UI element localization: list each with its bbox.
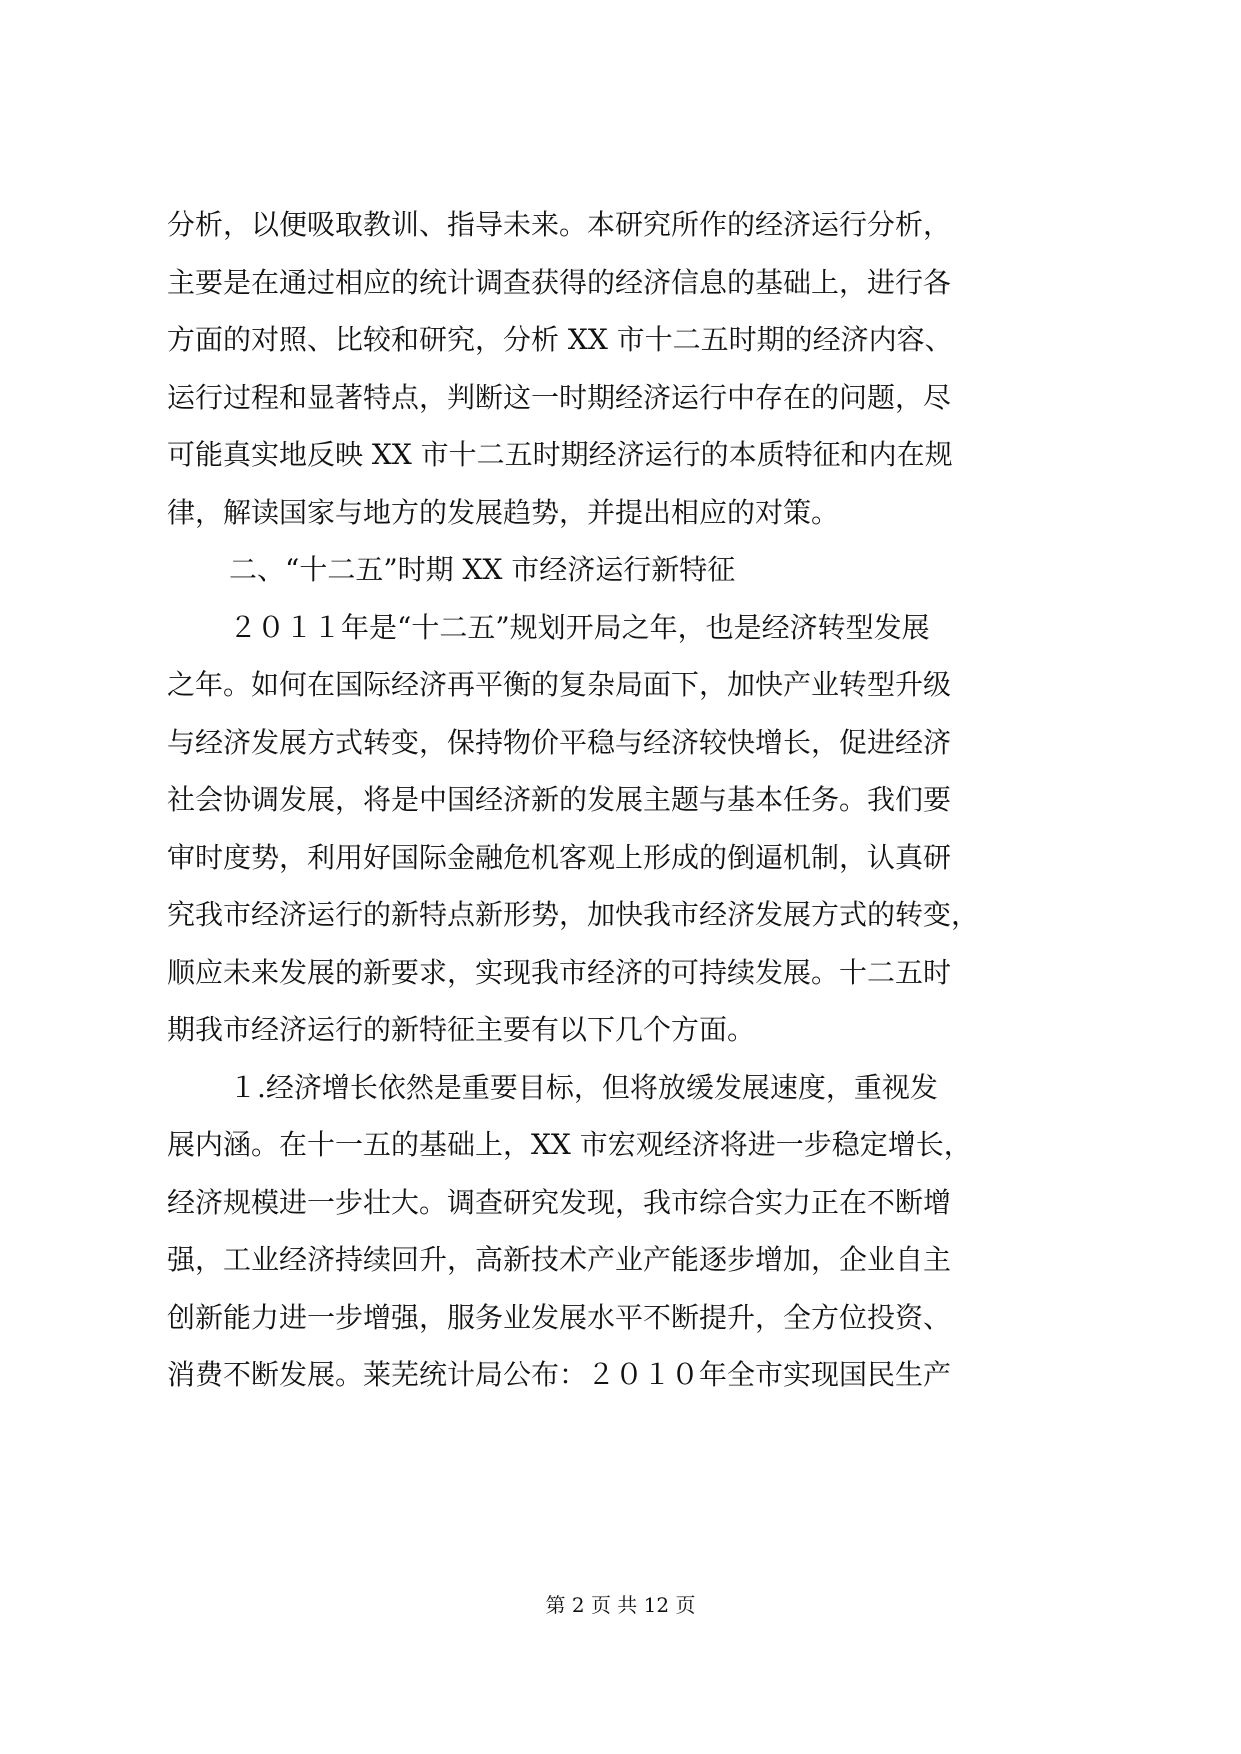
text-line: 究我市经济运行的新特点新形势，加快我市经济发展方式的转变，: [167, 898, 980, 931]
text-line: 运行过程和显著特点，判断这一时期经济运行中存在的问题，尽: [167, 380, 952, 414]
text-line: 分析，以便吸取教训、指导未来。本研究所作的经济运行分析，: [167, 208, 952, 241]
text-line: 期我市经济运行的新特征主要有以下几个方面。: [167, 1013, 756, 1046]
text-line: 社会协调发展，将是中国经济新的发展主题与基本任务。我们要: [167, 783, 952, 816]
text-line: 之年。如何在国际经济再平衡的复杂局面下，加快产业转型升级: [167, 668, 952, 701]
text-line: 可能真实地反映 XX 市十二五时期经济运行的本质特征和内在规: [167, 438, 953, 471]
section-heading: 二、“十二五”时期 XX 市经济运行新特征: [229, 553, 736, 586]
text-line: 审时度势，利用好国际金融危机客观上形成的倒逼机制，认真研: [167, 840, 952, 874]
text-line: 展内涵。在十一五的基础上，XX 市宏观经济将进一步稳定增长，: [167, 1128, 972, 1161]
page-number-footer: 第 2 页 共 12 页: [545, 1593, 696, 1617]
body-text: [167, 196, 1077, 1404]
text-line: 与经济发展方式转变，保持物价平稳与经济较快增长，促进经济: [167, 725, 952, 759]
text-line: 消费不断发展。莱芜统计局公布：２０１０年全市实现国民生产: [167, 1358, 952, 1391]
text-line: 强，工业经济持续回升，高新技术产业产能逐步增加，企业自主: [167, 1243, 952, 1276]
text-line: 经济规模进一步壮大。调查研究发现，我市综合实力正在不断增: [167, 1185, 952, 1219]
paragraph-start-line: ２０１１年是“十二五”规划开局之年，也是经济转型发展: [229, 610, 930, 644]
paragraph-start-line: １.经济增长依然是重要目标，但将放缓发展速度，重视发: [229, 1070, 938, 1104]
text-line: 方面的对照、比较和研究，分析 XX 市十二五时期的经济内容、: [167, 323, 953, 356]
text-line: 创新能力进一步增强，服务业发展水平不断提升，全方位投资、: [167, 1300, 952, 1334]
text-line: 律，解读国家与地方的发展趋势，并提出相应的对策。: [167, 495, 840, 529]
text-line: 主要是在通过相应的统计调查获得的经济信息的基础上，进行各: [167, 265, 952, 299]
text-line: 顺应未来发展的新要求，实现我市经济的可持续发展。十二五时: [167, 955, 952, 989]
